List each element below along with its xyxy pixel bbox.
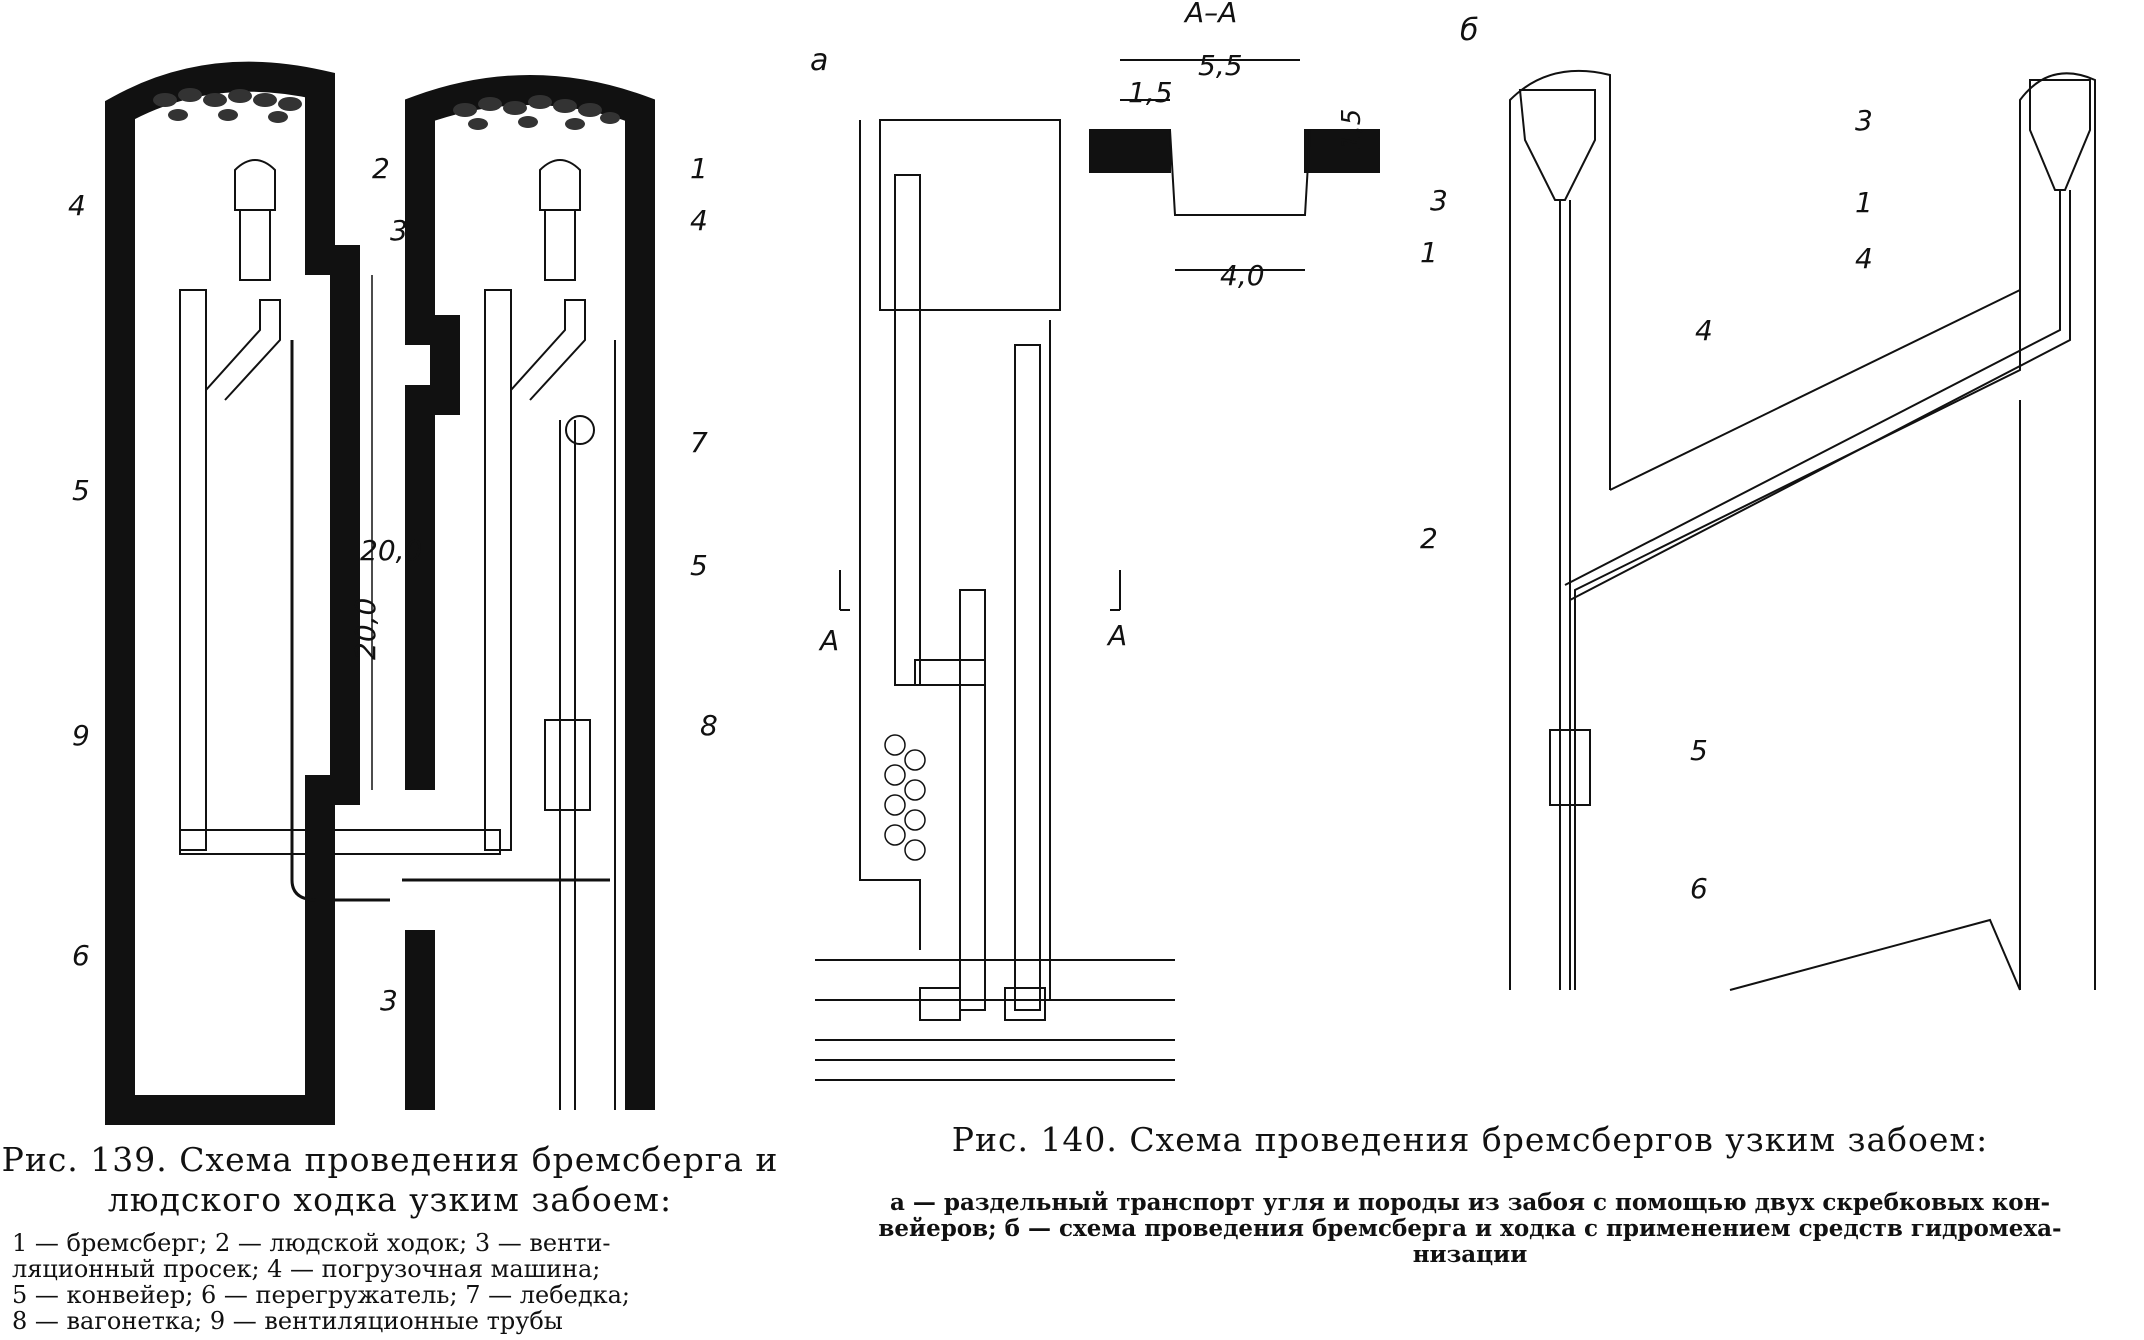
fig140-legend-line: вейеров; б — схема проведения бремсберга и ходка с применением средств гидромеха- [878,1215,2062,1242]
label-3-bottom: 3 [380,984,398,1017]
section-dim-1-5-vertical: 1,5 [1337,108,1367,150]
dim-20-upper: 20,0 [360,534,423,567]
fig139-legend-line: 5 — конвейер; 6 — перегружатель; 7 — лебедка; [12,1281,631,1309]
figure-140a-drawing [800,0,1380,1130]
figure-140b-drawing [1400,0,2144,1130]
b-label-4-left: 4 [1695,314,1713,347]
haulage-level [815,960,1175,1080]
label-7: 7 [690,426,708,459]
b-label-1-right: 1 [1855,186,1873,219]
section-dim-1-5-horizontal: 1,5 [1128,76,1173,109]
b-label-6: 6 [1690,872,1708,905]
section-mark-right: А [1108,619,1128,652]
loader-left [235,160,275,280]
b-label-2: 2 [1420,522,1438,555]
subfigure-b-label: б [1460,13,1479,48]
bottom-wedge [1730,920,2020,990]
section-dim-4-0: 4,0 [1220,259,1265,292]
fig139-title-line2: людского ходка узким забоем: [107,1180,673,1219]
hydro-pipes [1560,190,2070,990]
subfigure-a-label: а [810,43,829,78]
label-8: 8 [700,709,718,742]
section-dim-5-5: 5,5 [1198,49,1243,82]
b-label-3-right: 3 [1855,104,1873,137]
right-gallery-wall [420,90,640,1110]
drift-left [1510,71,2095,990]
figure-139-drawing [0,0,780,1130]
hopper-left [1520,90,1595,200]
fig139-legend [12,1230,772,1334]
label-2: 2 [372,152,390,185]
section-aa-title: А–А [1185,0,1238,29]
fig139-title [0,1140,780,1220]
label-5-left: 5 [72,474,90,507]
label-4-left: 4 [68,189,86,222]
fig140-title [800,1120,2140,1160]
label-9: 9 [72,719,90,752]
b-label-3-left: 3 [1430,184,1448,217]
scraper-conveyor-2 [1015,320,1050,1010]
fig140-title-text: Рис. 140. Схема проведения бремсбергов узким забоем: [951,1120,1989,1159]
hopper-right [2030,80,2090,190]
label-1: 1 [690,152,708,185]
label-4-right: 4 [690,204,708,237]
dim-20-lower: 20,0 [349,597,382,660]
rails [560,340,630,1110]
fig140-legend-line: а — раздельный транспорт угля и породы из забоя с помощью двух скребковых кон- [889,1189,2051,1216]
conveyor-right [485,290,585,850]
fig139-title-line1: Рис. 139. Схема проведения бремсберга и [1,1140,779,1179]
fig139-legend-line: 1 — бремсберг; 2 — людской ходок; 3 — венти- [12,1229,611,1257]
winch [566,416,594,444]
fig139-legend-line: ляционный просек; 4 — погрузочная машина; [12,1255,601,1283]
b-label-1-left: 1 [1420,236,1438,269]
label-6: 6 [72,939,90,972]
section-mark-left: А [820,624,840,657]
b-label-4-right: 4 [1855,242,1873,275]
fig140-legend-line: низации [1412,1241,1528,1268]
scraper-conveyor-1 [895,175,985,1010]
label-5-right: 5 [690,549,708,582]
left-gallery-wall [120,77,345,1110]
loader-right [540,160,580,280]
rock-pile [885,735,925,860]
face-block [880,120,1060,310]
b-label-5: 5 [1690,734,1708,767]
mine-car [545,720,590,810]
fig140-legend [800,1190,2140,1268]
label-3-top: 3 [390,214,408,247]
fig139-legend-line: 8 — вагонетка; 9 — вентиляционные трубы [12,1307,563,1335]
